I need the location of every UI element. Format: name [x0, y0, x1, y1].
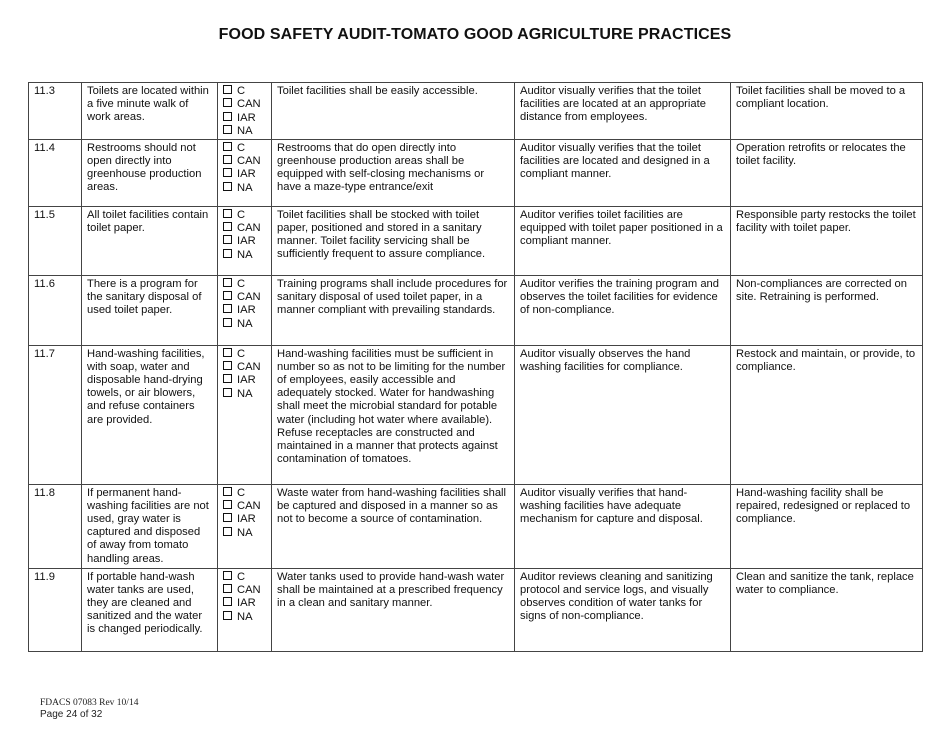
option-iar[interactable]: [223, 112, 266, 125]
table-row: [29, 568, 923, 651]
option-label: IAR: [237, 111, 256, 124]
item-description: Restrooms should not open directly into greenhouse production areas.: [82, 139, 218, 206]
option-can[interactable]: [223, 98, 266, 111]
option-iar[interactable]: [223, 168, 266, 181]
option-label: C: [237, 277, 246, 290]
option-label: NA: [237, 181, 253, 194]
corrective-action-text: Toilet facilities shall be moved to a compliant location.: [731, 83, 923, 140]
corrective-action-text: Operation retrofits or relocates the toilet facility.: [731, 139, 923, 206]
item-description: Toilets are located within a five minute walk of work areas.: [82, 83, 218, 140]
option-label: CAN: [237, 155, 261, 168]
table-row: [29, 139, 923, 206]
checkbox-icon[interactable]: [223, 112, 232, 121]
form-id: FDACS 07083 Rev 10/14: [40, 698, 139, 708]
option-iar[interactable]: [223, 513, 266, 526]
verification-text: Auditor verifies the training program and observes the toilet facilities for evidence of non-compliance.: [515, 275, 731, 345]
option-c[interactable]: [223, 85, 266, 98]
option-label: NA: [237, 317, 253, 330]
checkbox-icon[interactable]: [223, 209, 232, 218]
option-iar[interactable]: [223, 374, 266, 387]
option-label: NA: [237, 526, 253, 539]
requirement-text: Restrooms that do open directly into greenhouse production areas shall be equipped with self-closing mechanisms or have a maze-type entrance/exit: [272, 139, 515, 206]
table-row: [29, 484, 923, 568]
requirement-text: Toilet facilities shall be stocked with toilet paper, positioned and stored in a sanitary manner. Toilet facility servicing shall be sufficiently frequent to assure compliance.: [272, 206, 515, 275]
option-label: C: [237, 141, 246, 154]
verification-text: Auditor verifies toilet facilities are equipped with toilet paper positioned in a compliant manner.: [515, 206, 731, 275]
table-row: [29, 275, 923, 345]
option-c[interactable]: [223, 348, 266, 361]
option-label: IAR: [237, 374, 256, 387]
item-description: There is a program for the sanitary disposal of used toilet paper.: [82, 275, 218, 345]
checkbox-icon[interactable]: [223, 388, 232, 397]
checkbox-icon[interactable]: [223, 513, 232, 522]
checkbox-icon[interactable]: [223, 85, 232, 94]
option-label: NA: [237, 610, 253, 623]
option-c[interactable]: [223, 142, 266, 155]
compliance-options: [218, 83, 272, 140]
table-row: [29, 345, 923, 484]
checkbox-icon[interactable]: [223, 155, 232, 164]
item-description: If portable hand-wash water tanks are used, they are cleaned and sanitized and the water is changed periodically.: [82, 568, 218, 651]
option-label: CAN: [237, 222, 261, 235]
corrective-action-text: Non-compliances are corrected on site. Retraining is performed.: [731, 275, 923, 345]
option-can[interactable]: [223, 500, 266, 513]
option-iar[interactable]: [223, 235, 266, 248]
option-label: CAN: [237, 291, 261, 304]
checkbox-icon[interactable]: [223, 98, 232, 107]
option-label: NA: [237, 387, 253, 400]
option-na[interactable]: [223, 249, 266, 262]
option-label: NA: [237, 248, 253, 261]
option-can[interactable]: [223, 584, 266, 597]
option-label: C: [237, 347, 246, 360]
checkbox-icon[interactable]: [223, 597, 232, 606]
checkbox-icon[interactable]: [223, 374, 232, 383]
compliance-options: [218, 275, 272, 345]
checkbox-icon[interactable]: [223, 361, 232, 370]
option-can[interactable]: [223, 155, 266, 168]
option-label: C: [237, 570, 246, 583]
item-number: 11.7: [29, 345, 82, 484]
checkbox-icon[interactable]: [223, 304, 232, 313]
option-label: C: [237, 486, 246, 499]
item-number: 11.6: [29, 275, 82, 345]
checkbox-icon[interactable]: [223, 249, 232, 258]
option-na[interactable]: [223, 527, 266, 540]
checkbox-icon[interactable]: [223, 182, 232, 191]
checkbox-icon[interactable]: [223, 222, 232, 231]
checkbox-icon[interactable]: [223, 168, 232, 177]
item-description: All toilet facilities contain toilet paper.: [82, 206, 218, 275]
item-number: 11.5: [29, 206, 82, 275]
requirement-text: Hand-washing facilities must be sufficient in number so as not to be limiting for the number of employees, easily accessible and adequately stocked. Water for handwashing shall meet the microbial standard for potable water (including hot water where available). Refuse receptacles are constructed and maintained in a manner that protects against contamination of tomatoes.: [272, 345, 515, 484]
item-number: 11.8: [29, 484, 82, 568]
item-number: 11.9: [29, 568, 82, 651]
option-iar[interactable]: [223, 597, 266, 610]
requirement-text: Toilet facilities shall be easily accessible.: [272, 83, 515, 140]
footer: [40, 697, 138, 721]
option-na[interactable]: [223, 182, 266, 195]
corrective-action-text: Hand-washing facility shall be repaired, redesigned or replaced to compliance.: [731, 484, 923, 568]
option-label: CAN: [237, 584, 261, 597]
checkbox-icon[interactable]: [223, 125, 232, 134]
option-na[interactable]: [223, 388, 266, 401]
checkbox-icon[interactable]: [223, 142, 232, 151]
requirement-text: Water tanks used to provide hand-wash water shall be maintained at a prescribed frequency in a clean and sanitary manner.: [272, 568, 515, 651]
corrective-action-text: Responsible party restocks the toilet facility with toilet paper.: [731, 206, 923, 275]
checkbox-icon[interactable]: [223, 571, 232, 580]
option-na[interactable]: [223, 611, 266, 624]
corrective-action-text: Clean and sanitize the tank, replace water to compliance.: [731, 568, 923, 651]
compliance-options: [218, 568, 272, 651]
page-number: Page 24 of 32: [40, 709, 103, 720]
checkbox-icon[interactable]: [223, 611, 232, 620]
compliance-options: [218, 139, 272, 206]
option-label: IAR: [237, 304, 256, 317]
page-title: FOOD SAFETY AUDIT-TOMATO GOOD AGRICULTURE PRACTICES: [218, 26, 732, 43]
item-number: 11.4: [29, 139, 82, 206]
option-iar[interactable]: [223, 304, 266, 317]
option-can[interactable]: [223, 291, 266, 304]
compliance-options: [218, 206, 272, 275]
option-label: IAR: [237, 235, 256, 248]
checkbox-icon[interactable]: [223, 318, 232, 327]
verification-text: Auditor visually verifies that the toilet facilities are located at an appropriate distance from employees.: [515, 83, 731, 140]
audit-table: [28, 82, 923, 652]
option-label: C: [237, 85, 246, 97]
checkbox-icon[interactable]: [223, 487, 232, 496]
option-label: IAR: [237, 168, 256, 181]
item-description: Hand-washing facilities, with soap, water and disposable hand-drying towels, or air blowers, and refuse containers are provided.: [82, 345, 218, 484]
table-row: [29, 206, 923, 275]
checkbox-icon[interactable]: [223, 235, 232, 244]
checkbox-icon[interactable]: [223, 584, 232, 593]
verification-text: Auditor visually verifies that hand-washing facilities have adequate mechanism for capture and disposal.: [515, 484, 731, 568]
checkbox-icon[interactable]: [223, 291, 232, 300]
option-c[interactable]: [223, 487, 266, 500]
item-description: If permanent hand-washing facilities are not used, gray water is captured and disposed of away from tomato handling areas.: [82, 484, 218, 568]
checkbox-icon[interactable]: [223, 348, 232, 357]
checkbox-icon[interactable]: [223, 278, 232, 287]
option-c[interactable]: [223, 209, 266, 222]
option-label: IAR: [237, 513, 256, 526]
option-can[interactable]: [223, 222, 266, 235]
checkbox-icon[interactable]: [223, 500, 232, 509]
option-label: C: [237, 208, 246, 221]
option-label: IAR: [237, 597, 256, 610]
verification-text: Auditor visually verifies that the toilet facilities are located and designed in a compliant manner.: [515, 139, 731, 206]
option-label: CAN: [237, 361, 261, 374]
item-number: 11.3: [29, 83, 82, 140]
corrective-action-text: Restock and maintain, or provide, to compliance.: [731, 345, 923, 484]
option-can[interactable]: [223, 361, 266, 374]
checkbox-icon[interactable]: [223, 527, 232, 536]
compliance-options: [218, 484, 272, 568]
compliance-options: [218, 345, 272, 484]
verification-text: Auditor visually observes the hand washing facilities for compliance.: [515, 345, 731, 484]
option-na[interactable]: [223, 125, 266, 138]
requirement-text: Waste water from hand-washing facilities shall be captured and disposed in a manner so as not to become a source of contamination.: [272, 484, 515, 568]
option-label: CAN: [237, 500, 261, 513]
option-label: CAN: [237, 98, 261, 111]
table-row: [29, 83, 923, 140]
option-label: NA: [237, 125, 253, 138]
option-na[interactable]: [223, 318, 266, 331]
option-c[interactable]: [223, 278, 266, 291]
option-c[interactable]: [223, 571, 266, 584]
requirement-text: Training programs shall include procedures for sanitary disposal of used toilet paper, in a manner compliant with prevailing standards.: [272, 275, 515, 345]
verification-text: Auditor reviews cleaning and sanitizing protocol and service logs, and visually observes condition of water tanks for signs of non-compliance.: [515, 568, 731, 651]
